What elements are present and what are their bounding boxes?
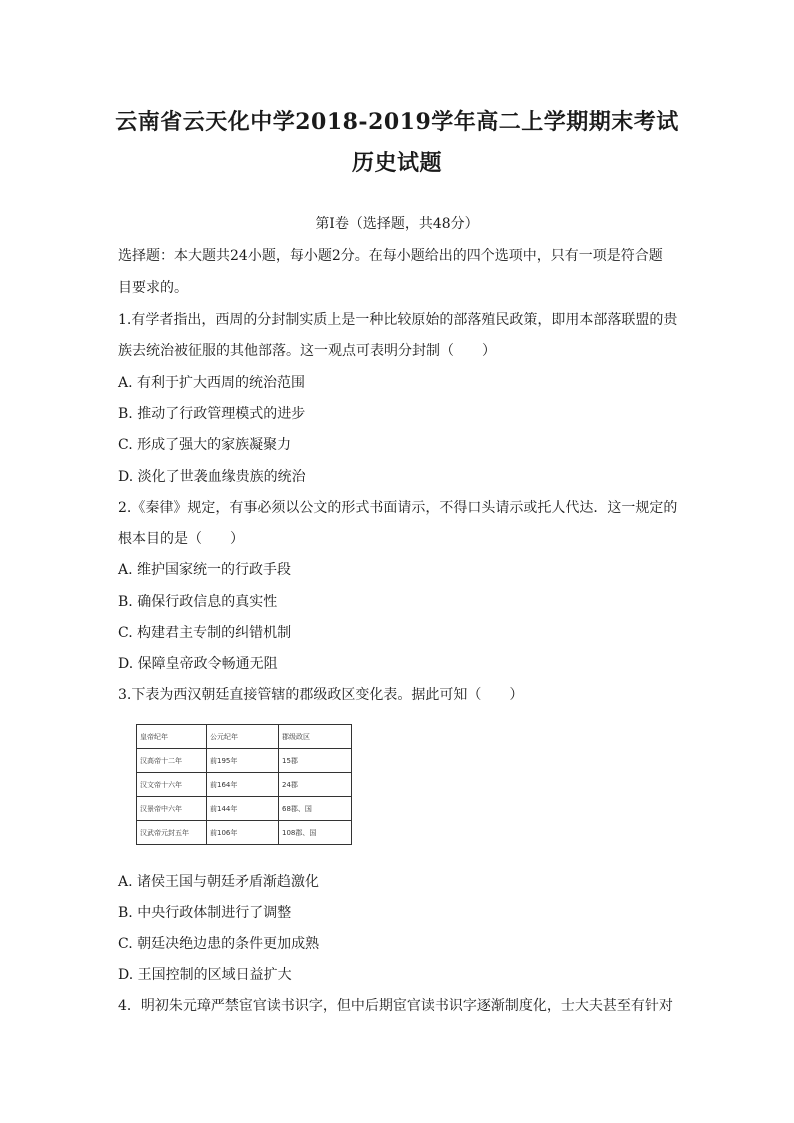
- table-cell: 汉景帝中六年: [137, 797, 207, 821]
- table-cell: 24郡: [279, 773, 352, 797]
- q1-option-a: A. 有利于扩大西周的统治范围: [118, 375, 306, 391]
- table-row: [137, 773, 352, 797]
- q2-stem-line-2: 根本目的是（ ）: [118, 531, 244, 547]
- q1-option-b: B. 推动了行政管理模式的进步: [118, 406, 306, 422]
- exam-title: 云南省云天化中学2018-2019学年高二上学期期末考试: [115, 109, 679, 135]
- table-cell: 15郡: [279, 749, 352, 773]
- table-cell: 前164年: [207, 773, 279, 797]
- table-cell: 前106年: [207, 821, 279, 845]
- table-cell: 前144年: [207, 797, 279, 821]
- table-cell: 汉武帝元封五年: [137, 821, 207, 845]
- q1-option-c: C. 形成了强大的家族凝聚力: [118, 437, 292, 453]
- table-row: [137, 797, 352, 821]
- q3-stem: 3.下表为西汉朝廷直接管辖的郡级政区变化表。据此可知（ ）: [118, 687, 524, 703]
- q2-stem-line-1: 2.《秦律》规定，有事必须以公文的形式书面请示，不得口头请示或托人代达．这一规定的: [118, 500, 678, 516]
- q3-option-b: B. 中央行政体制进行了调整: [118, 905, 292, 921]
- table-header-cell: 公元纪年: [207, 725, 279, 749]
- q1-option-d: D. 淡化了世袭血缘贵族的统治: [118, 469, 306, 485]
- q3-option-a: A. 诸侯王国与朝廷矛盾渐趋激化: [118, 874, 320, 890]
- exam-subtitle: 历史试题: [351, 150, 442, 176]
- table-header-cell: 皇帝纪年: [137, 725, 207, 749]
- q2-option-c: C. 构建君主专制的纠错机制: [118, 625, 292, 641]
- instructions-line-1: 选择题：本大题共24小题，每小题2分。在每小题给出的四个选项中，只有一项是符合题: [118, 248, 663, 264]
- q2-option-b: B. 确保行政信息的真实性: [118, 594, 278, 610]
- table-cell: 汉文帝十六年: [137, 773, 207, 797]
- table-cell: 汉高帝十二年: [137, 749, 207, 773]
- section-header: 第Ⅰ卷（选择题，共48分）: [315, 216, 479, 232]
- q1-stem-line-1: 1.有学者指出，西周的分封制实质上是一种比较原始的部落殖民政策，即用本部落联盟的贵: [118, 312, 678, 328]
- table-header-cell: 郡级政区: [279, 725, 352, 749]
- q3-option-c: C. 朝廷决绝边患的条件更加成熟: [118, 936, 320, 952]
- table-header-row: [137, 725, 352, 749]
- q4-stem: 4．明初朱元璋严禁宦官读书识字，但中后期宦官读书识字逐渐制度化，士大夫甚至有针对: [118, 998, 673, 1014]
- table-cell: 前195年: [207, 749, 279, 773]
- q3-data-table: [136, 724, 352, 845]
- table-row: [137, 749, 352, 773]
- q2-option-a: A. 维护国家统一的行政手段: [118, 562, 292, 578]
- table-cell: 108郡、国: [279, 821, 352, 845]
- instructions-line-2: 目要求的。: [118, 280, 188, 296]
- q3-option-d: D. 王国控制的区域日益扩大: [118, 967, 292, 983]
- table-row: [137, 821, 352, 845]
- q1-stem-line-2: 族去统治被征服的其他部落。这一观点可表明分封制（ ）: [118, 343, 496, 359]
- q2-option-d: D. 保障皇帝政令畅通无阻: [118, 656, 278, 672]
- table-cell: 68郡、国: [279, 797, 352, 821]
